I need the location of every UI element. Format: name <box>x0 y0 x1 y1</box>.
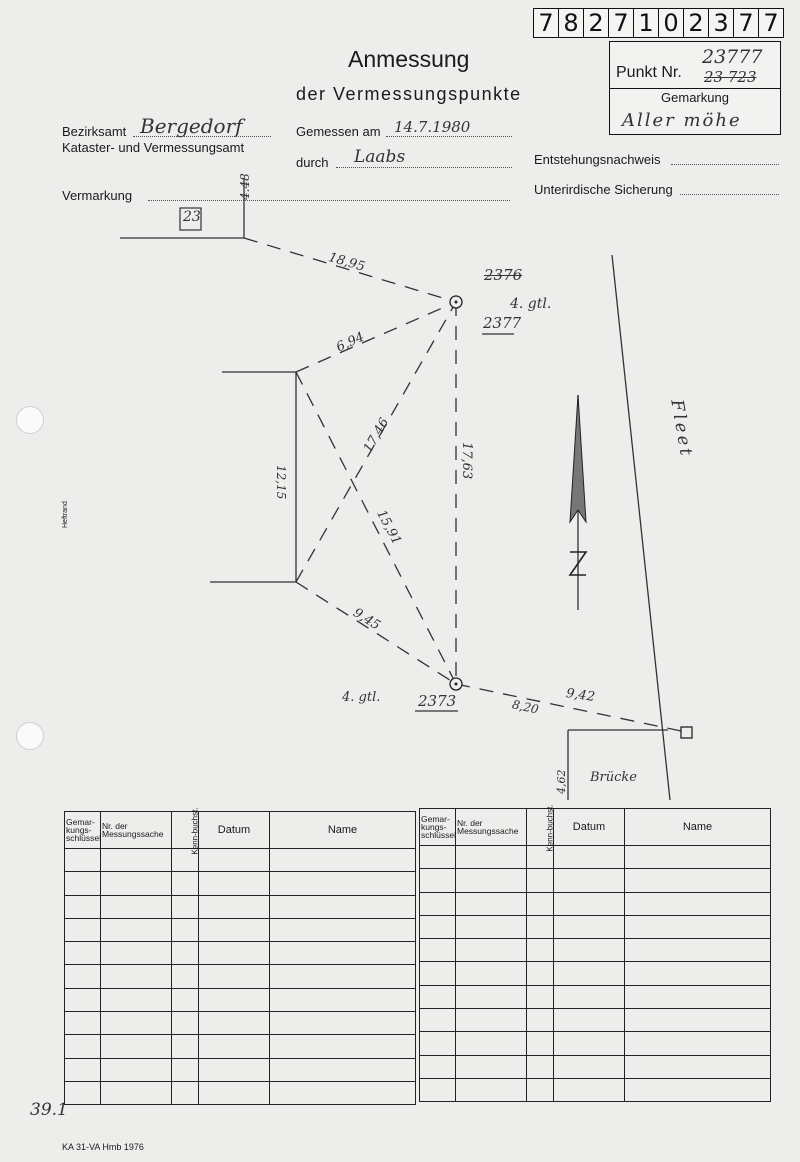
table-cell <box>270 1012 416 1035</box>
page-note: 39.1 <box>30 1100 68 1120</box>
label-bruecke: Brücke <box>590 770 637 785</box>
table-cell <box>554 939 625 962</box>
table-cell <box>527 962 554 985</box>
vermarkung-label: Vermarkung <box>62 188 133 203</box>
table-cell <box>456 1032 527 1055</box>
number-digit: 7 <box>609 9 634 37</box>
table-cell <box>65 988 101 1011</box>
table-cell <box>456 1009 527 1032</box>
table-cell <box>101 918 172 941</box>
measurement-table-right <box>419 804 771 1102</box>
number-digit: 7 <box>734 9 759 37</box>
table-cell <box>65 965 101 988</box>
table-cell <box>270 1081 416 1104</box>
table-cell <box>270 988 416 1011</box>
table-cell <box>420 1078 456 1101</box>
table-cell <box>527 939 554 962</box>
table-cell <box>554 962 625 985</box>
table-cell <box>172 965 199 988</box>
durch-value: Laabs <box>354 147 406 167</box>
table-cell <box>420 1055 456 1078</box>
margin-label: Heftrand <box>62 501 69 528</box>
table-cell <box>456 915 527 938</box>
table-cell <box>65 1081 101 1104</box>
number-digit: 8 <box>559 9 584 37</box>
gemarkung-value: Aller möhe <box>622 110 742 131</box>
table-cell <box>270 942 416 965</box>
table-row <box>420 846 771 869</box>
table-cell <box>172 872 199 895</box>
corner-measure: 4.48 <box>238 173 252 200</box>
table-cell <box>554 1032 625 1055</box>
table-cell <box>172 1081 199 1104</box>
durch-label: durch <box>296 155 329 170</box>
col-header-datum: Datum <box>199 812 270 849</box>
table-row <box>420 985 771 1008</box>
table-cell <box>172 1035 199 1058</box>
mark-box-label: 23 <box>183 209 201 225</box>
table-cell <box>420 939 456 962</box>
number-digit: 2 <box>684 9 709 37</box>
north-arrow-icon <box>570 395 586 522</box>
number-digit: 7 <box>763 9 779 37</box>
unterirdisch-label: Unterirdische Sicherung <box>534 182 673 197</box>
table-cell <box>456 985 527 1008</box>
table-cell <box>625 1009 771 1032</box>
table-cell <box>625 1078 771 1101</box>
distance-label: 4,62 <box>555 769 568 794</box>
table-cell <box>199 1081 270 1104</box>
table-row <box>65 918 416 941</box>
punkt-nr-value: 23777 <box>702 46 763 68</box>
bezirksamt-value: Bergedorf <box>140 114 243 138</box>
table-row <box>420 962 771 985</box>
point-top-id: 2377 <box>483 314 522 332</box>
table-cell <box>527 892 554 915</box>
table-cell <box>554 846 625 869</box>
point-top-note: 4. gtl. <box>510 296 552 312</box>
table-cell <box>420 846 456 869</box>
distance-label: 9,42 <box>565 686 596 705</box>
number-digit: 1 <box>634 9 659 37</box>
table-cell <box>456 892 527 915</box>
table-cell <box>554 985 625 1008</box>
table-cell <box>101 1012 172 1035</box>
table-cell <box>101 895 172 918</box>
table-row <box>65 1012 416 1035</box>
table-row <box>420 939 771 962</box>
table-cell <box>65 849 101 872</box>
table-cell <box>172 1058 199 1081</box>
gemessen-value: 14.7.1980 <box>394 118 471 136</box>
form-code: KA 31-VA Hmb 1976 <box>62 1142 144 1152</box>
number-digit: 2 <box>584 9 609 37</box>
dashed-measure-line <box>296 302 456 372</box>
table-cell <box>456 939 527 962</box>
table-cell <box>625 869 771 892</box>
table-row <box>65 872 416 895</box>
kataster-label: Kataster- und Vermessungsamt <box>62 140 245 155</box>
measurement-table-left <box>64 807 416 1105</box>
table-cell <box>625 962 771 985</box>
table-row <box>65 965 416 988</box>
table-cell <box>554 892 625 915</box>
table-cell <box>199 895 270 918</box>
table-cell <box>65 1012 101 1035</box>
table-cell <box>554 869 625 892</box>
table-cell <box>456 1078 527 1101</box>
table-cell <box>199 1012 270 1035</box>
table-cell <box>199 849 270 872</box>
col-header-nr: Nr. der Messungssache <box>456 809 527 846</box>
table-row <box>420 1078 771 1101</box>
punkt-nr-old-value: 23 723 <box>704 68 757 86</box>
distance-label: 18,95 <box>326 250 367 275</box>
table-cell <box>625 1032 771 1055</box>
table-row <box>65 895 416 918</box>
table-cell <box>527 869 554 892</box>
table-cell <box>456 869 527 892</box>
table-cell <box>625 915 771 938</box>
table-cell <box>554 915 625 938</box>
distance-label: 15,91 <box>373 507 404 548</box>
table-cell <box>270 895 416 918</box>
table-cell <box>554 1055 625 1078</box>
table-row <box>420 1032 771 1055</box>
table-cell <box>527 1009 554 1032</box>
table-cell <box>65 918 101 941</box>
table-cell <box>199 965 270 988</box>
col-header-kenn: Kenn-buchst. <box>527 809 554 846</box>
table-cell <box>172 942 199 965</box>
table-row <box>420 1055 771 1078</box>
punch-hole <box>16 722 44 750</box>
table-cell <box>456 1055 527 1078</box>
number-digit: 3 <box>709 9 734 37</box>
dashed-measure-line <box>296 372 456 684</box>
table-cell <box>270 918 416 941</box>
table-cell <box>625 939 771 962</box>
table-cell <box>456 846 527 869</box>
table-cell <box>101 1035 172 1058</box>
table-cell <box>65 872 101 895</box>
table-row <box>420 869 771 892</box>
dashed-measure-line <box>296 582 456 684</box>
number-digit: 0 <box>659 9 684 37</box>
table-cell <box>420 962 456 985</box>
distance-label: 9,45 <box>350 605 383 634</box>
table-cell <box>625 846 771 869</box>
page-title: Anmessung <box>348 46 470 72</box>
col-header-nr: Nr. der Messungssache <box>101 812 172 849</box>
col-header-gemarkung: Gemar-kungs-schlüssel <box>65 812 101 849</box>
table-cell <box>172 895 199 918</box>
table-cell <box>270 1035 416 1058</box>
table-cell <box>527 1032 554 1055</box>
table-cell <box>101 872 172 895</box>
distance-label: 17,46 <box>360 415 393 456</box>
survey-marker-square <box>681 727 692 738</box>
table-cell <box>625 985 771 1008</box>
punch-hole <box>16 406 44 434</box>
table-cell <box>456 962 527 985</box>
table-row <box>65 849 416 872</box>
table-cell <box>65 942 101 965</box>
col-header-kenn: Kenn-buchst. <box>172 812 199 849</box>
table-cell <box>101 849 172 872</box>
table-cell <box>420 985 456 1008</box>
table-row <box>420 892 771 915</box>
number-digit: 7 <box>534 9 559 37</box>
col-header-datum: Datum <box>554 809 625 846</box>
table-row <box>420 915 771 938</box>
table-cell <box>101 965 172 988</box>
col-header-gemarkung: Gemar-kungs-schlüssel <box>420 809 456 846</box>
table-cell <box>101 988 172 1011</box>
bezirksamt-label: Bezirksamt <box>62 124 127 139</box>
table-cell <box>625 1055 771 1078</box>
table-row <box>65 988 416 1011</box>
table-cell <box>527 915 554 938</box>
table-cell <box>527 1078 554 1101</box>
table-cell <box>527 1055 554 1078</box>
distance-label: 17,63 <box>459 442 474 480</box>
table-cell <box>65 1058 101 1081</box>
table-cell <box>420 1032 456 1055</box>
gemessen-label: Gemessen am <box>296 124 381 139</box>
label-fleet: Fleet <box>666 398 697 460</box>
table-cell <box>527 985 554 1008</box>
table-cell <box>554 1009 625 1032</box>
punkt-nr-label: Punkt Nr. <box>616 64 682 81</box>
page-subtitle: der Vermessungspunkte <box>296 84 522 104</box>
gemarkung-label: Gemarkung <box>661 90 729 105</box>
table-cell <box>554 1078 625 1101</box>
table-cell <box>101 1058 172 1081</box>
table-cell <box>65 895 101 918</box>
distance-label: 12,15 <box>274 465 288 500</box>
table-cell <box>199 942 270 965</box>
table-cell <box>420 1009 456 1032</box>
table-cell <box>270 1058 416 1081</box>
table-row <box>65 1081 416 1104</box>
table-cell <box>101 1081 172 1104</box>
table-cell <box>420 869 456 892</box>
point-top-old-id: 2376 <box>484 266 523 284</box>
table-cell <box>172 988 199 1011</box>
table-cell <box>65 1035 101 1058</box>
table-cell <box>199 1035 270 1058</box>
survey-point-center <box>455 683 458 686</box>
col-header-name: Name <box>625 809 771 846</box>
point-bottom-id: 2373 <box>418 692 457 710</box>
point-bottom-note: 4. gtl. <box>342 690 381 705</box>
entstehung-label: Entstehungsnachweis <box>534 152 661 167</box>
north-label <box>620 540 621 541</box>
table-cell <box>172 1012 199 1035</box>
table-row <box>65 942 416 965</box>
table-cell <box>270 849 416 872</box>
col-header-name: Name <box>270 812 416 849</box>
table-cell <box>420 892 456 915</box>
table-cell <box>101 942 172 965</box>
table-cell <box>199 918 270 941</box>
distance-label: 6,94 <box>334 329 367 356</box>
table-cell <box>625 892 771 915</box>
distance-label: 8,20 <box>510 697 540 717</box>
table-row <box>65 1058 416 1081</box>
table-cell <box>199 1058 270 1081</box>
table-row <box>65 1035 416 1058</box>
survey-point-center <box>455 301 458 304</box>
table-cell <box>199 988 270 1011</box>
table-cell <box>270 872 416 895</box>
table-cell <box>199 872 270 895</box>
table-cell <box>270 965 416 988</box>
table-row <box>420 1009 771 1032</box>
table-cell <box>172 918 199 941</box>
table-cell <box>420 915 456 938</box>
